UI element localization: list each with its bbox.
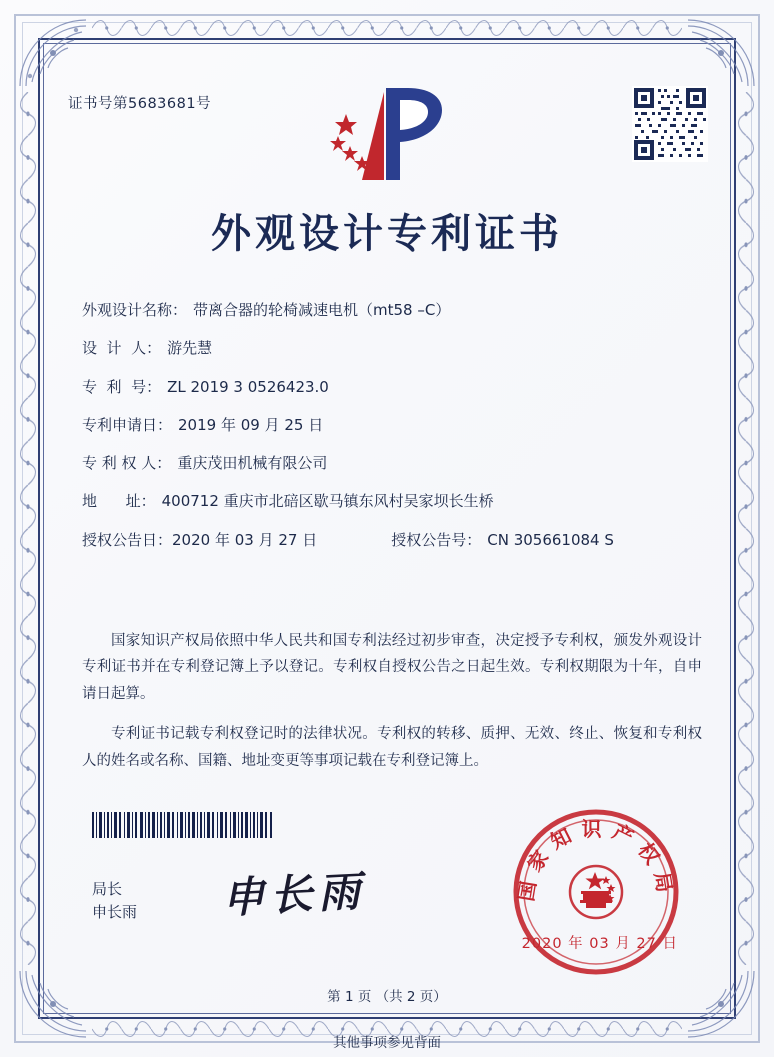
certificate-number: 证书号第5683681号 bbox=[68, 96, 212, 112]
field-label-grant-date: 授权公告日： bbox=[82, 530, 173, 549]
field-grant-row bbox=[82, 530, 704, 552]
field-value-grant-date: 2020 年 03 月 27 日 bbox=[172, 530, 318, 549]
footer-note: 其他事项参见背面 bbox=[333, 1035, 441, 1051]
field-value: 2019 年 09 月 25 日 bbox=[178, 415, 324, 434]
field-value: ZL 2019 3 0526423.0 bbox=[167, 377, 329, 396]
handwritten-signature-icon: 申长雨 bbox=[220, 866, 368, 923]
director-role-label: 局长 bbox=[92, 880, 123, 898]
page-title: 外观设计专利证书 bbox=[211, 211, 563, 257]
field-patent-number bbox=[82, 377, 704, 399]
field-label: 专利申请日： bbox=[82, 415, 173, 434]
field-designer bbox=[82, 338, 704, 360]
field-design-name bbox=[82, 300, 704, 322]
field-value: 400712 重庆市北碚区歇马镇东风村吴家坝长生桥 bbox=[161, 492, 494, 511]
svg-text:国家知识产权局: 国家知识产权局 bbox=[513, 817, 679, 903]
ornament-edge-top bbox=[92, 16, 682, 40]
barcode-icon bbox=[92, 812, 272, 838]
seal-date: 2020 年 03 月 27 日 bbox=[521, 936, 678, 952]
field-label: 地 址： bbox=[82, 492, 156, 511]
field-label-grant-number: 授权公告号： bbox=[391, 530, 482, 549]
field-label: 设 计 人： bbox=[82, 339, 162, 358]
legal-text bbox=[82, 628, 702, 788]
field-label: 专 利 号： bbox=[82, 377, 162, 396]
field-label: 外观设计名称： bbox=[82, 301, 188, 319]
field-value: 游先慧 bbox=[167, 339, 213, 358]
signature-labels bbox=[92, 878, 137, 925]
director-name-label: 申长雨 bbox=[92, 903, 138, 922]
field-list bbox=[82, 300, 704, 568]
field-value-grant-number: CN 305661084 S bbox=[487, 530, 614, 549]
paragraph-1: 国家知识产权局依照中华人民共和国专利法经过初步审查，决定授予专利权，颁发外观设计专利证书并在专利登记簿上予以登记。专利权自授权公告之日起生效。专利权期限为十年，自申请日起算。 bbox=[82, 633, 702, 702]
paragraph-2: 专利证书记载专利权登记时的法律状况。专利权的转移、质押、无效、终止、恢复和专利权人的姓名或名称、国籍、地址变更等事项记载在专利登记簿上。 bbox=[82, 726, 702, 769]
field-patentee bbox=[82, 453, 704, 475]
ornament-corner-top-right bbox=[684, 16, 758, 90]
qr-code-icon bbox=[632, 86, 708, 162]
field-value: 带离合器的轮椅减速电机（mt58 –C） bbox=[193, 301, 451, 319]
field-label: 专 利 权 人： bbox=[82, 454, 172, 472]
field-application-date bbox=[82, 415, 704, 437]
ornament-corner-top-left bbox=[16, 16, 90, 90]
patent-office-emblem-icon bbox=[322, 84, 452, 190]
field-address bbox=[82, 491, 704, 513]
page-number: 第 1 页 （共 2 页） bbox=[327, 989, 447, 1005]
field-value: 重庆茂田机械有限公司 bbox=[177, 454, 328, 472]
